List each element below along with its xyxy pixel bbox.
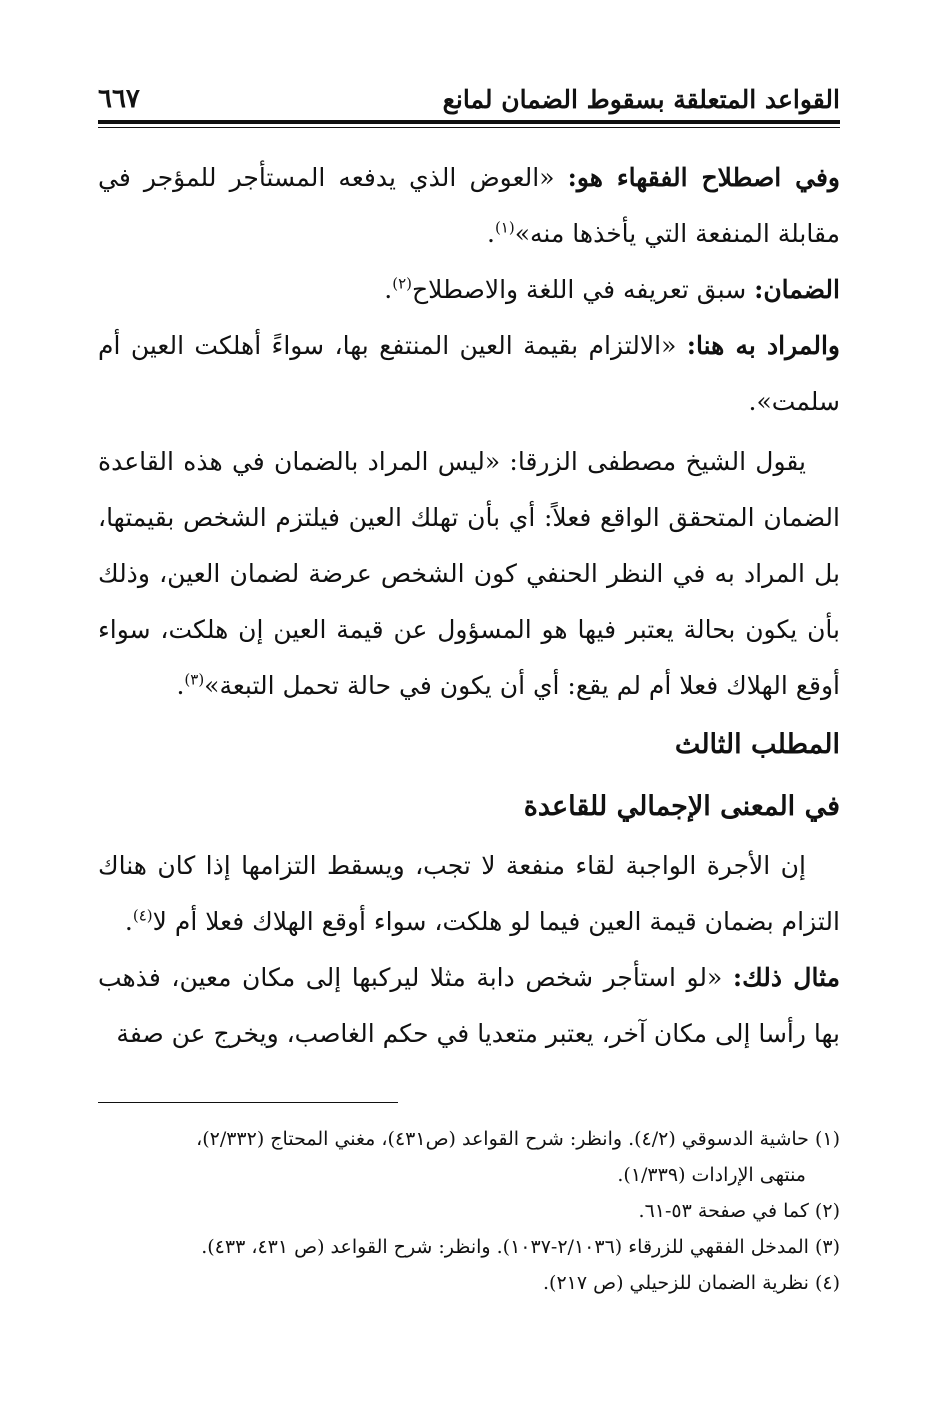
footnote-ref: (٣): [184, 670, 205, 689]
paragraph: [98, 150, 840, 262]
paragraph-lead: مثال ذلك:: [732, 963, 841, 992]
footnotes: [98, 1121, 840, 1301]
section-subtitle: في المعنى الإجمالي للقاعدة: [523, 791, 840, 822]
footnote-item: (٢) كما في صفحة ٥٣-٦١.: [638, 1200, 840, 1222]
paragraph-tail: .: [384, 275, 393, 304]
running-title: القواعد المتعلقة بسقوط الضمان لمانع: [442, 85, 840, 114]
running-header: [98, 60, 840, 114]
paragraph-text: إن الأجرة الواجبة لقاء منفعة لا تجب، ويسقط التزامها إذا كان هناك التزام بضمان قيمة العين فيما لو هلكت، سواء أوقع الهلاك فعلا أم لا: [98, 851, 840, 936]
main-text: [98, 150, 840, 1062]
paragraph-text: «الالتزام بقيمة العين المنتفع بها، سواءً أهلكت العين أم سلمت».: [98, 331, 840, 416]
paragraph-lead: الضمان:: [754, 275, 840, 304]
footnote-item: (١) حاشية الدسوقي (٤/٢). وانظر: شرح القواعد (ص٤٣١)، مغني المحتاج (٢/٣٣٢)،: [196, 1128, 840, 1150]
paragraph-tail: .: [486, 219, 495, 248]
header-rule-thin: [98, 127, 840, 128]
paragraph-tail: .: [176, 671, 185, 700]
footnote-ref: (٤): [132, 906, 153, 925]
paragraph-tail: .: [124, 907, 133, 936]
paragraph-lead: وفي اصطلاح الفقهاء هو:: [567, 163, 840, 192]
footnote-ref: (١): [494, 218, 515, 237]
book-page: [98, 60, 840, 1368]
paragraph-text: سبق تعريفه في اللغة والاصطلاح: [412, 275, 755, 304]
footnote-item-continuation: منتهى الإرادات (١/٣٣٩).: [617, 1164, 806, 1186]
footnote-item: (٣) المدخل الفقهي للزرقاء (٢/١٠٣٦-١٠٣٧). وانظر: شرح القواعد (ص ٤٣١، ٤٣٣).: [201, 1236, 840, 1258]
footnote-separator: [98, 1102, 398, 1103]
paragraph-text: يقول الشيخ مصطفى الزرقا: «ليس المراد بالضمان في هذه القاعدة الضمان المتحقق الواقع فعلاً: أي بأن تهلك العين فيلتزم الشخص بقيمتها، بل المراد به في النظر الحنفي كون الشخص عرضة لضمان العين، وذلك بأن يكون بحالة يعتبر فيها هو المسؤول عن قيمة العين إن هلكت، سواء أوقع الهلاك فعلا أم لم يقع: أي أن يكون في حالة تحمل التبعة»: [98, 447, 840, 700]
footnote-item: (٤) نظرية الضمان للزحيلي (ص ٢١٧).: [543, 1272, 840, 1294]
header-rule-thick: [98, 120, 840, 124]
paragraph-lead: والمراد به هنا:: [686, 331, 840, 360]
paragraph-text: «العوض الذي يدفعه المستأجر للمؤجر في مقابلة المنفعة التي يأخذها منه»: [98, 163, 840, 248]
paragraph: [98, 838, 840, 950]
paragraph: [98, 434, 840, 714]
page-number: ٦٦٧: [98, 84, 140, 114]
footnote-ref: (٢): [392, 274, 413, 293]
paragraph: [98, 262, 840, 318]
paragraph: [98, 950, 840, 1062]
paragraph-text: «لو استأجر شخص دابة مثلا ليركبها إلى مكان معين، فذهب بها رأسا إلى مكان آخر، يعتبر متعديا في حكم الغاصب، ويخرج عن صفة: [98, 963, 840, 1048]
paragraph: [98, 318, 840, 430]
section-title: المطلب الثالث: [674, 729, 840, 760]
